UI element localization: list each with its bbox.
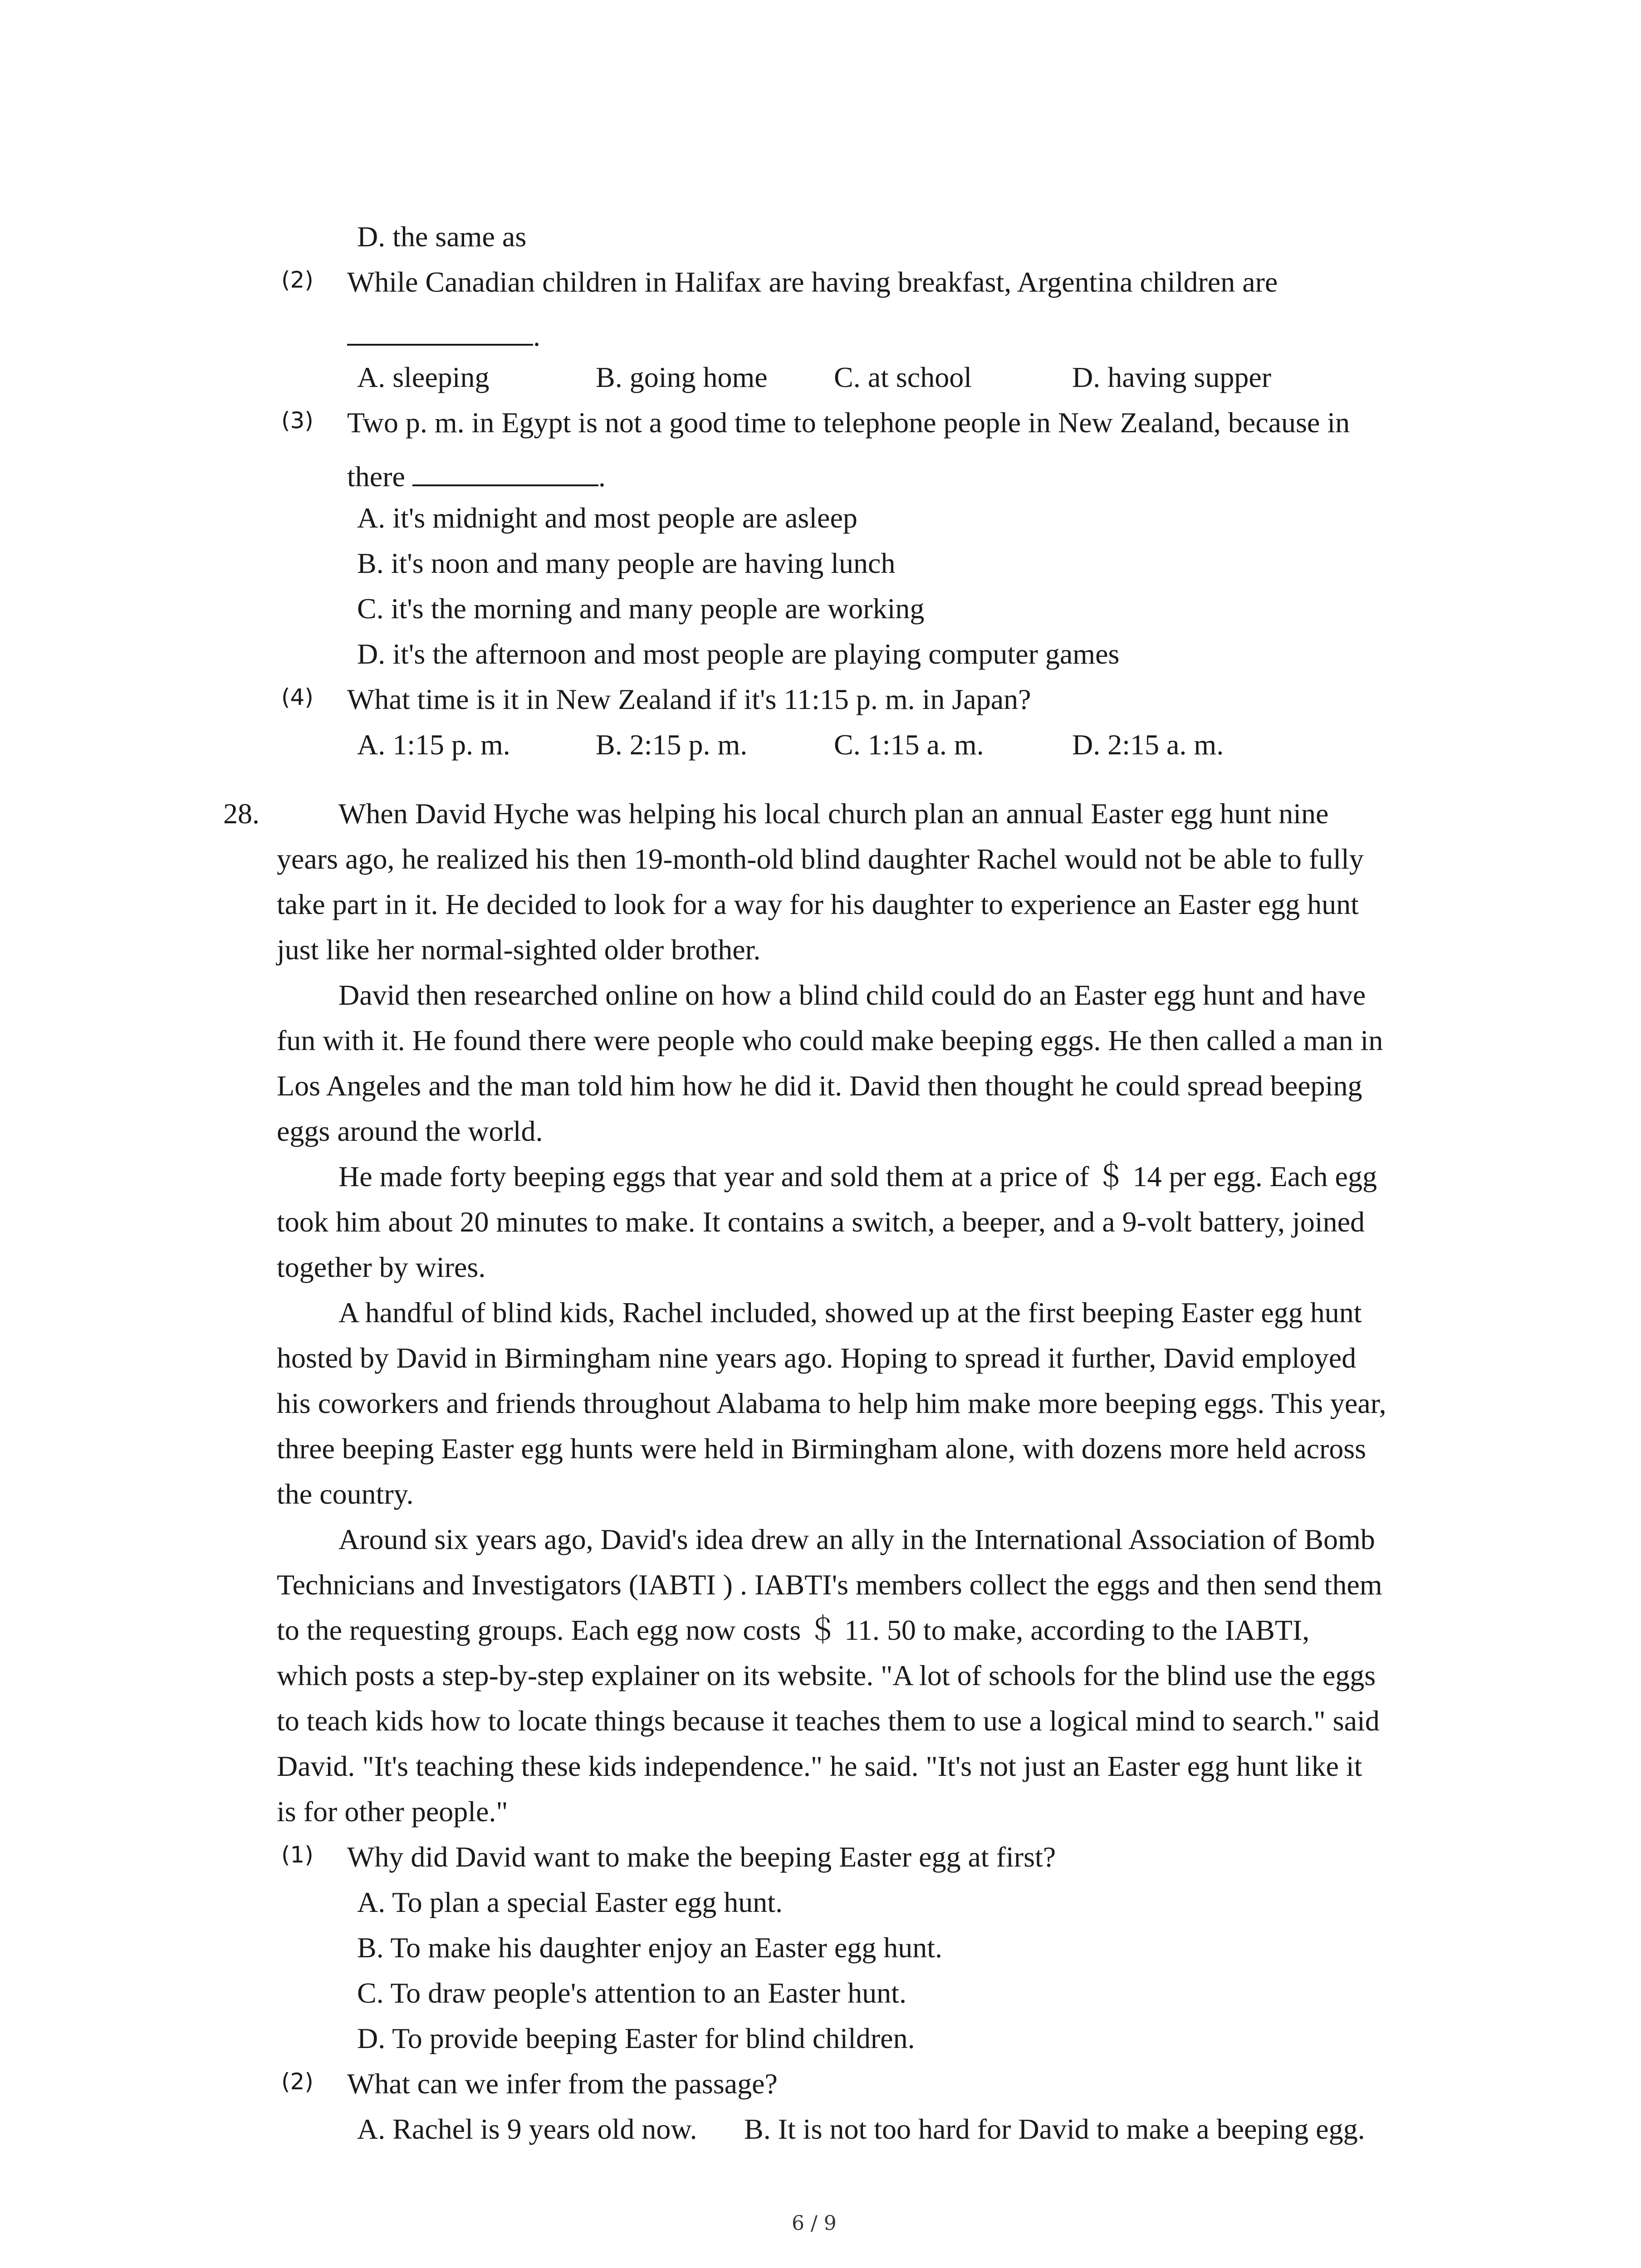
passage-line: took him about 20 minutes to make. It contains a switch, a beeper, and a 9-volt battery, joined — [277, 1206, 1365, 1238]
prev-q2-blank-line — [347, 318, 540, 351]
passage-line: Los Angeles and the man told him how he did it. David then thought he could spread beeping — [277, 1070, 1362, 1102]
prev-q2-option-d: D. having supper — [1072, 361, 1272, 393]
prev-q3-option-d: D. it's the afternoon and most people are playing computer games — [357, 638, 1120, 670]
passage-line: together by wires. — [277, 1251, 486, 1283]
prev-q3-option-a: A. it's midnight and most people are asleep — [357, 502, 857, 534]
passage-line: years ago, he realized his then 19-month-old blind daughter Rachel would not be able to fully — [277, 843, 1364, 875]
passage-line: which posts a step-by-step explainer on its website. "A lot of schools for the blind use the eggs — [277, 1659, 1376, 1691]
prev-q2-option-b: B. going home — [596, 361, 768, 393]
stem-word: there — [347, 460, 405, 493]
passage-line: take part in it. He decided to look for a way for his daughter to experience an Easter egg hunt — [277, 888, 1359, 920]
answer-blank — [347, 318, 533, 346]
sub-q1-option-b: B. To make his daughter enjoy an Easter egg hunt. — [357, 1931, 943, 1964]
passage-line: his coworkers and friends throughout Alabama to help him make more beeping eggs. This year, — [277, 1387, 1386, 1419]
passage-line: eggs around the world. — [277, 1115, 543, 1147]
prev-q3-number: (3) — [281, 407, 314, 434]
passage-line: three beeping Easter egg hunts were held in Birmingham alone, with dozens more held across — [277, 1432, 1367, 1465]
sub-q1-stem: Why did David want to make the beeping Easter egg at first? — [347, 1841, 1056, 1873]
passage-line: fun with it. He found there were people who could make beeping eggs. He then called a man in — [277, 1024, 1383, 1056]
page-number: 6 / 9 — [792, 2212, 837, 2235]
passage-line: David then researched online on how a blind child could do an Easter egg hunt and have — [338, 979, 1366, 1011]
passage-line: to teach kids how to locate things because it teaches them to use a logical mind to search." said — [277, 1705, 1380, 1737]
sub-q2-stem: What can we infer from the passage? — [347, 2068, 778, 2100]
sub-q1-number: (1) — [281, 1842, 314, 1868]
passage-line: is for other people." — [277, 1795, 508, 1828]
passage-line: Around six years ago, David's idea drew an ally in the International Association of Bomb — [338, 1523, 1375, 1555]
prev-q2-stem: While Canadian children in Halifax are having breakfast, Argentina children are — [347, 266, 1278, 298]
sub-q2-option-a: A. Rachel is 9 years old now. — [357, 2113, 697, 2145]
prev-q1-option-d: D. the same as — [357, 220, 527, 253]
passage-line: to the requesting groups. Each egg now costs ＄ 11. 50 to make, according to the IABTI, — [277, 1614, 1310, 1646]
prev-q2-option-c: C. at school — [834, 361, 972, 393]
passage-line: A handful of blind kids, Rachel included, showed up at the first beeping Easter egg hunt — [338, 1296, 1362, 1329]
answer-blank — [412, 458, 598, 486]
prev-q4-option-d: D. 2:15 a. m. — [1072, 728, 1224, 761]
period: . — [598, 460, 606, 493]
sub-q2-number: (2) — [281, 2068, 314, 2095]
passage-line: David. "It's teaching these kids independence." he said. "It's not just an Easter egg hunt like it — [277, 1750, 1362, 1782]
passage-line: When David Hyche was helping his local church plan an annual Easter egg hunt nine — [338, 797, 1329, 830]
prev-q4-option-c: C. 1:15 a. m. — [834, 728, 984, 761]
prev-q3-stem-cont — [347, 458, 606, 491]
passage-line: just like her normal-sighted older brother. — [277, 934, 761, 966]
sub-q1-option-d: D. To provide beeping Easter for blind children. — [357, 2022, 915, 2054]
sub-q1-option-c: C. To draw people's attention to an Easter hunt. — [357, 1977, 906, 2009]
sub-q2-option-b: B. It is not too hard for David to make a beeping egg. — [744, 2113, 1365, 2145]
prev-q2-number: (2) — [281, 267, 314, 293]
passage-line: He made forty beeping eggs that year and sold them at a price of ＄ 14 per egg. Each egg — [338, 1160, 1377, 1193]
question-number: 28. — [223, 797, 260, 830]
prev-q2-option-a: A. sleeping — [357, 361, 490, 393]
prev-q3-option-b: B. it's noon and many people are having lunch — [357, 547, 896, 579]
prev-q4-stem: What time is it in New Zealand if it's 11:15 p. m. in Japan? — [347, 683, 1031, 715]
passage-line: Technicians and Investigators (IABTI ) . IABTI's members collect the eggs and then send them — [277, 1569, 1382, 1601]
prev-q4-number: (4) — [281, 684, 314, 710]
prev-q4-option-b: B. 2:15 p. m. — [596, 728, 748, 761]
prev-q3-stem: Two p. m. in Egypt is not a good time to telephone people in New Zealand, because in — [347, 406, 1350, 439]
sub-q1-option-a: A. To plan a special Easter egg hunt. — [357, 1886, 783, 1918]
passage-line: the country. — [277, 1478, 414, 1510]
prev-q3-option-c: C. it's the morning and many people are working — [357, 592, 925, 625]
passage-line: hosted by David in Birmingham nine years ago. Hoping to spread it further, David employed — [277, 1342, 1357, 1374]
period: . — [533, 320, 540, 352]
prev-q4-option-a: A. 1:15 p. m. — [357, 728, 510, 761]
